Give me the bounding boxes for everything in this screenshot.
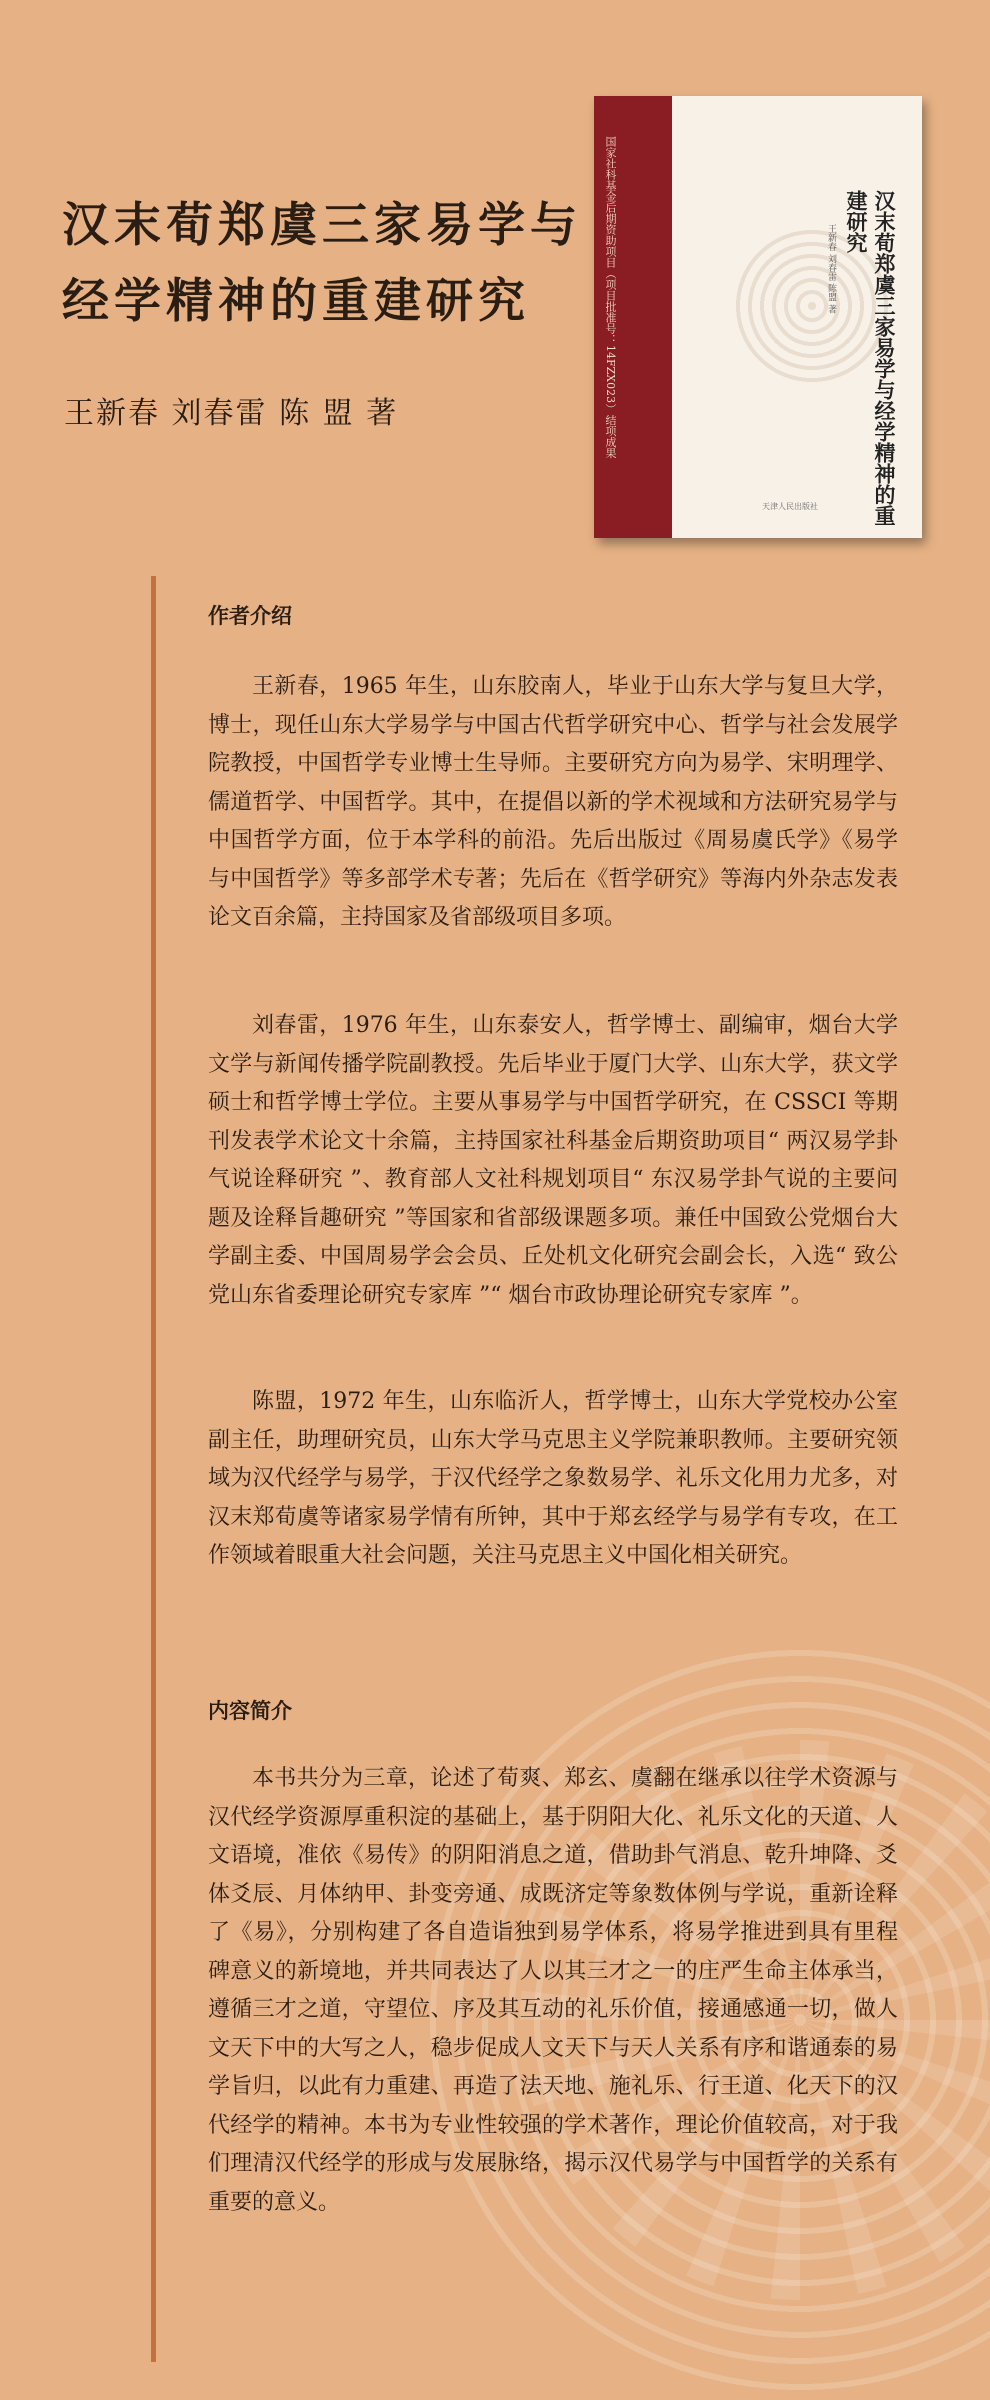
book-front-cover [672, 96, 922, 538]
content-intro-heading: 内容简介 [208, 1699, 292, 1723]
book-title [62, 188, 582, 340]
author-bio-liu: 刘春雷，1976 年生，山东泰安人，哲学博士、副编审，烟台大学文学与新闻传播学院副教授。先后毕业于厦门大学、山东大学，获文学硕士和哲学博士学位。主要从事易学与中国哲学研究，在 CSSCI 等期刊发表学术论文十余篇，主持国家社科基金后期资助项目“ 两汉易学卦气说诠释研究 ”、教育部人文社科规划项目“ 东汉易学卦气说的主要问题及诠释旨趣研究 ”等国家和省部级课题多项。兼任中国致公党烟台大学副主委、中国周易学会会员、丘处机文化研究会副会长，入选“ 致公党山东省委理论研究专家库 ”“ 烟台市政协理论研究专家库 ”。 [208, 1013, 898, 1308]
book-spine [594, 96, 672, 538]
content-summary: 本书共分为三章，论述了荀爽、郑玄、虞翻在继承以往学术资源与汉代经学资源厚重积淀的基础上，基于阴阳大化、礼乐文化的天道、人文语境，准依《易传》的阴阳消息之道，借助卦气消息、乾升坤降、爻体爻辰、月体纳甲、卦变旁通、成既济定等象数体例与学说，重新诠释了《易》，分别构建了各自造诣独到易学体系，将易学推进到具有里程碑意义的新境地，并共同表达了人以其三才之一的庄严生命主体承当，遵循三才之道，守望位、序及其互动的礼乐价值，接通感通一切，做人文天下中的大写之人，稳步促成人文天下与天人关系有序和谐通泰的易学旨归，以此有力重建、再造了法天地、施礼乐、行王道、化天下的汉代经学的精神。本书为专业性较强的学术著作，理论价值较高，对于我们理清汉代经学的形成与发展脉络，揭示汉代易学与中国哲学的关系有重要的意义。 [208, 1766, 898, 2215]
book-title-line-1: 汉末荀郑虞三家易学与 [62, 198, 582, 253]
cover-title: 汉末荀郑虞三家易学与经学精神的重建研究 [844, 190, 897, 526]
author-bio-wang: 王新春，1965 年生，山东胶南人，毕业于山东大学与复旦大学，博士，现任山东大学易学与中国古代哲学研究中心、哲学与社会发展学院教授，中国哲学专业博士生导师。主要研究方向为易学、宋明理学、儒道哲学、中国哲学。其中，在提倡以新的学术视域和方法研究易学与中国哲学方面，位于本学科的前沿。先后出版过《周易虞氏学》《易学与中国哲学》等多部学术专著；先后在《哲学研究》等海内外杂志发表论文百余篇，主持国家及省部级项目多项。 [208, 674, 898, 930]
book-authors: 王新春 刘春雷 陈 盟 著 [64, 396, 399, 431]
cover-author: 王新春 刘春雷 陈盟 著 [826, 224, 836, 314]
left-accent-bar [151, 576, 156, 2362]
author-bio-chen: 陈盟，1972 年生，山东临沂人，哲学博士，山东大学党校办公室副主任，助理研究员，山东大学马克思主义学院兼职教师。主要研究领域为汉代经学与易学，于汉代经学之象数易学、礼乐文化用力尤多，对汉末郑荀虞等诸家易学情有所钟，其中于郑玄经学与易学有专攻，在工作领域着眼重大社会问题，关注马克思主义中国化相关研究。 [208, 1389, 898, 1568]
book-cover-image [594, 96, 922, 538]
author-intro-heading: 作者介绍 [208, 604, 292, 628]
book-spine-text: 国家社科基金后期资助项目（项目批准号：14FZX023）结项成果 [604, 136, 617, 459]
book-title-line-2: 经学精神的重建研究 [62, 274, 530, 329]
cover-publisher: 天津人民出版社 [762, 502, 818, 511]
